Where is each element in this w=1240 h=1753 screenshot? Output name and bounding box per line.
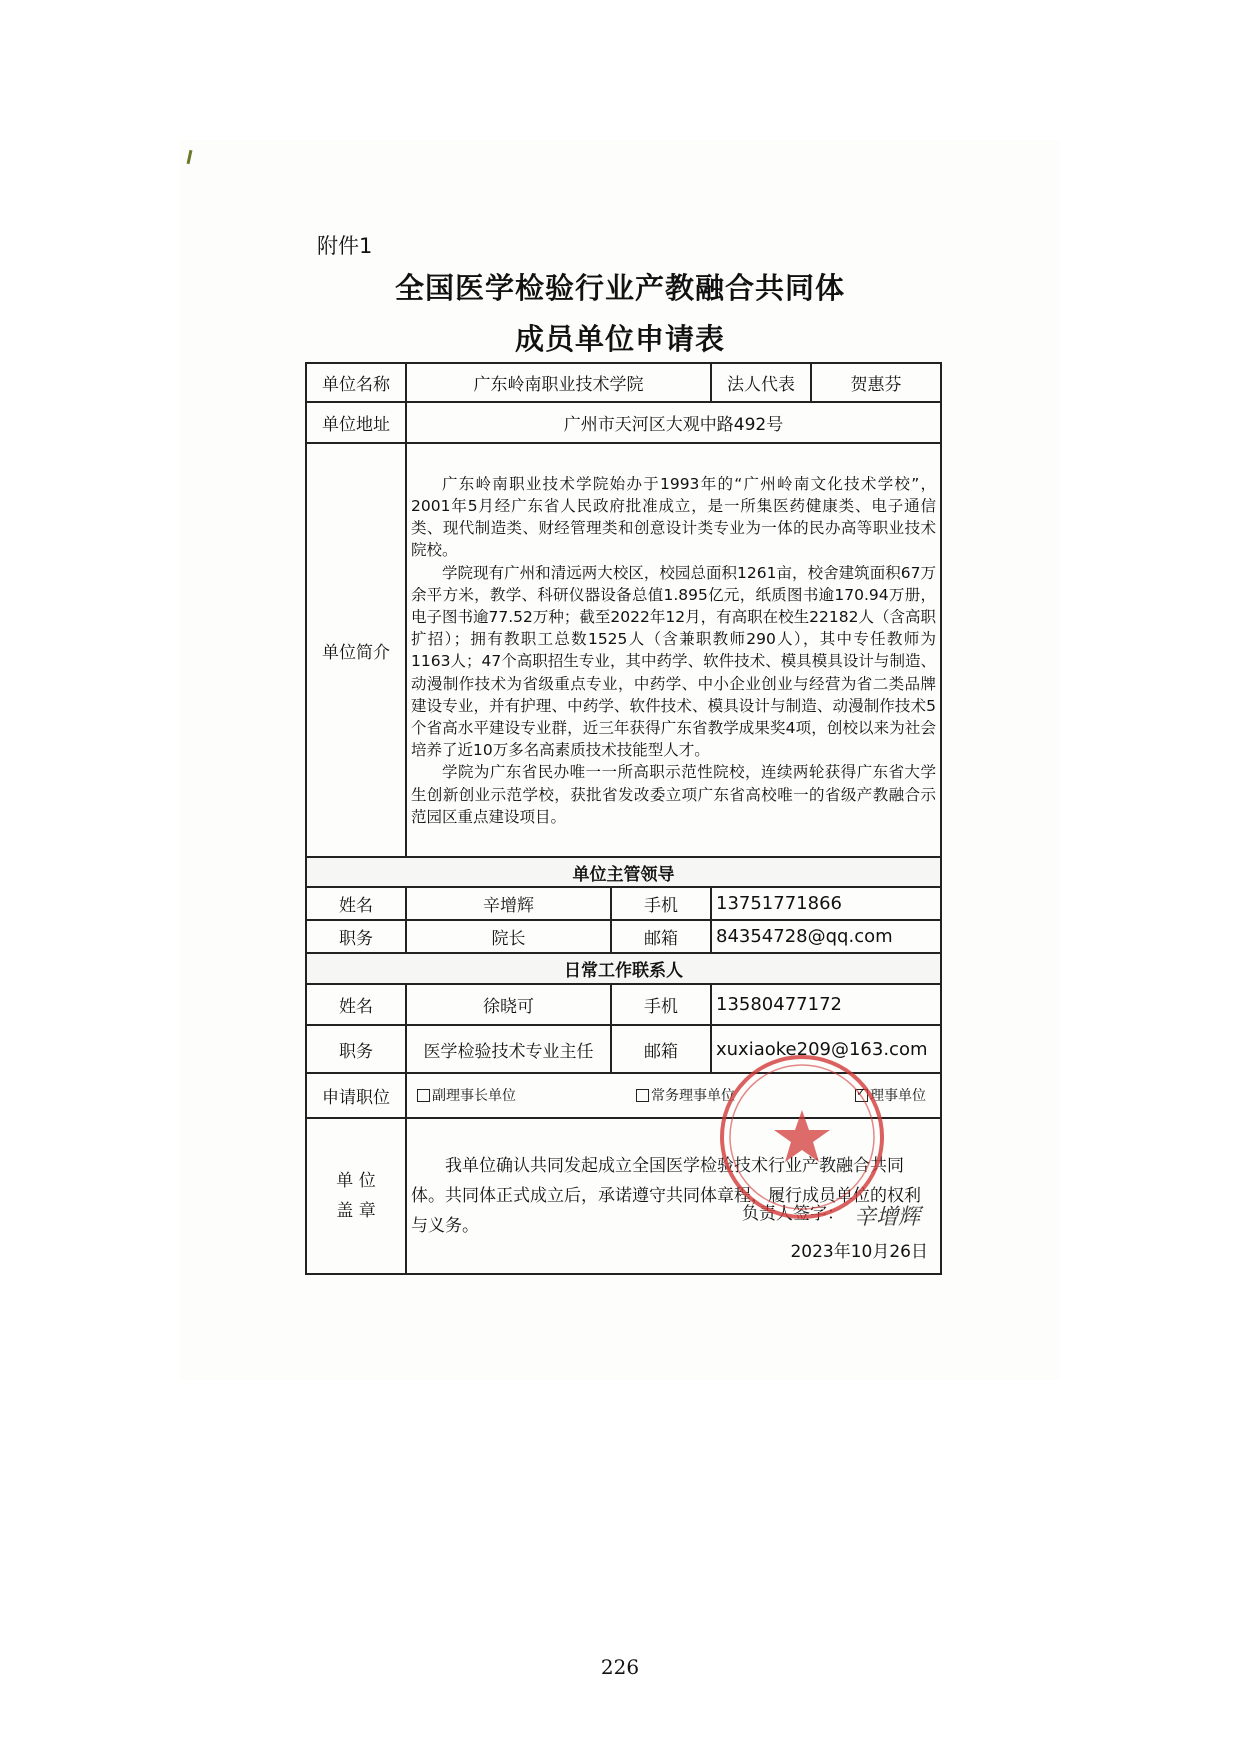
option-director-label: 理事单位 [870, 1088, 926, 1105]
checkbox-vice-chair[interactable] [417, 1089, 430, 1102]
form-title-line1: 全国医学检验行业产教融合共同体 [394, 271, 845, 305]
leader-title-row [306, 920, 941, 953]
unit-name-value: 广东岭南职业技术学院 [406, 363, 711, 402]
contact-phone-value: 13580477172 [711, 984, 941, 1025]
form-title-line2: 成员单位申请表 [514, 322, 725, 356]
unit-intro-label: 单位简介 [306, 443, 406, 857]
leader-section-title: 单位主管领导 [306, 857, 941, 887]
seal-label-line2: 盖 章 [336, 1201, 376, 1222]
intro-paragraph: 广东岭南职业技术学院始办于1993年的“广州岭南文化技术学校”，2001年5月经广东省人民政府批准成立，是一所集医药健康类、电子通信类、现代制造类、财经管理类和创意设计类专业为一体的民办高等职业技术院校。 [411, 474, 936, 560]
checkbox-standing-director[interactable] [636, 1089, 649, 1102]
sign-date: 2023年10月26日 [790, 1242, 928, 1262]
seal-label-line1: 单 位 [336, 1171, 376, 1192]
signature-label: 负责人签字： [742, 1204, 844, 1224]
unit-name-label: 单位名称 [306, 363, 406, 402]
leader-phone-label: 手机 [611, 887, 711, 920]
leader-title-label: 职务 [306, 920, 406, 953]
contact-section-row [306, 953, 941, 984]
unit-address-value: 广州市天河区大观中路492号 [406, 402, 941, 443]
legal-rep-label: 法人代表 [711, 363, 811, 402]
position-label: 申请职位 [306, 1073, 406, 1118]
seal-statement: 我单位确认共同发起成立全国医学检验技术行业产教融合共同体。共同体正式成立后，承诺遵守共同体章程，履行成员单位的权利与义务。 [411, 1156, 921, 1237]
contact-section-title: 日常工作联系人 [306, 953, 941, 984]
leader-name-row [306, 887, 941, 920]
leader-section-row [306, 857, 941, 887]
unit-intro-text [406, 443, 941, 857]
unit-address-row [306, 402, 941, 443]
contact-email-value: xuxiaoke209@163.com [711, 1025, 941, 1072]
contact-name-label: 姓名 [306, 984, 406, 1025]
option-vice-chair-label: 副理事长单位 [432, 1088, 516, 1105]
leader-name-value: 辛增辉 [406, 887, 611, 920]
page-number: 226 [600, 1655, 640, 1679]
annex-label: 附件1 [317, 234, 373, 258]
leader-email-label: 邮箱 [611, 920, 711, 953]
leader-name-label: 姓名 [306, 887, 406, 920]
official-red-stamp [715, 1050, 890, 1225]
intro-paragraph: 学院现有广州和清远两大校区，校园总面积1261亩，校舍建筑面积67万余平方米，教学、科研仪器设备总值1.895亿元，纸质图书逾170.94万册，电子图书逾77.52万种；截至2022年12月，有高职在校生22182人（含高职扩招）；拥有教职工总数1525人（含兼职教师290人），其中专任教师为1163人；47个高职招生专业，其中药学、软件技术、模具模具设计与制造、动漫制作技术为省级重点专业，中药学、中小企业创业与经营为省二类品牌建设专业，并有护理、中药学、软件技术、模具设计与制造、动漫制作技术5个省高水平建设专业群，近三年获得广东省教学成果奖4项，创校以来为社会培养了近10万多名高素质技术技能型人才。 [411, 563, 936, 760]
legal-rep-value: 贺惠芬 [811, 363, 941, 402]
contact-title-value: 医学检验技术专业主任 [406, 1025, 611, 1072]
contact-name-value: 徐晓可 [406, 984, 611, 1025]
leader-phone-value: 13751771866 [711, 887, 941, 920]
unit-address-label: 单位地址 [306, 402, 406, 443]
contact-email-label: 邮箱 [611, 1025, 711, 1072]
option-vice-chair[interactable] [417, 1085, 516, 1105]
seal-label [306, 1118, 406, 1274]
intro-paragraph: 学院为广东省民办唯一一所高职示范性院校，连续两轮获得广东省大学生创新创业示范学校，获批省发改委立项广东省高校唯一的省级产教融合示范园区重点建设项目。 [411, 763, 936, 826]
unit-intro-row [306, 443, 941, 857]
handwritten-signature: 辛增辉 [853, 1205, 920, 1230]
option-standing-director-label: 常务理事单位 [651, 1088, 735, 1105]
leader-title-value: 院长 [406, 920, 611, 953]
contact-name-row [306, 984, 941, 1025]
contact-title-label: 职务 [306, 1025, 406, 1072]
contact-phone-label: 手机 [611, 984, 711, 1025]
unit-name-row [306, 363, 941, 402]
leader-email-value: 84354728@qq.com [711, 920, 941, 953]
